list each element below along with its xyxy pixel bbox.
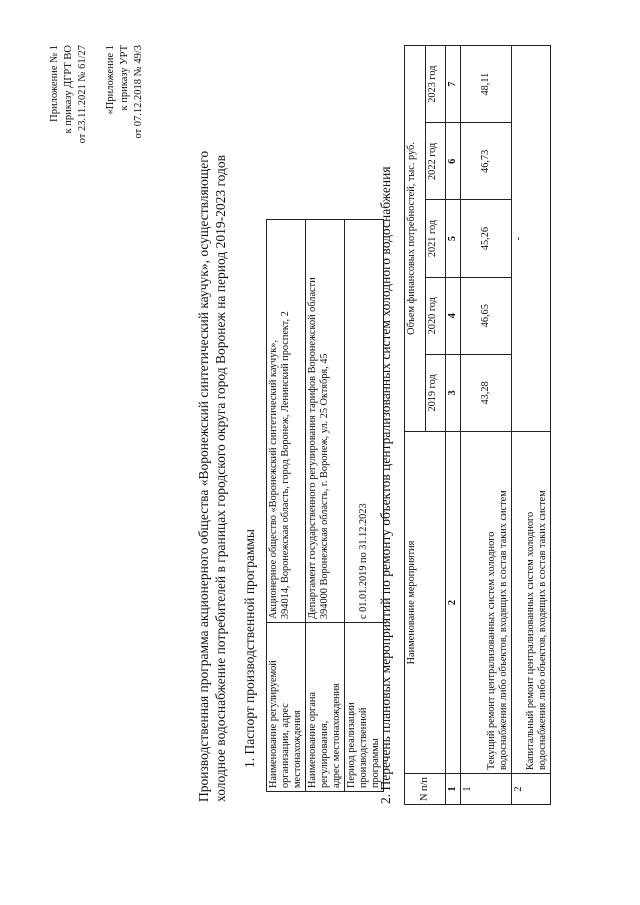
row-value: 48,11 — [461, 46, 512, 123]
row-value: 46,65 — [461, 277, 512, 354]
title-line-2: холодное водоснабжение потребителей в границах городского округа город Воронеж на период 2019-2023 годов — [213, 154, 228, 802]
index-cell: 2 — [446, 432, 461, 774]
passport-label: Наименование регулируемой организации, адрес местонахождения — [267, 623, 306, 792]
appendix-line-2: к приказу ДГРТ ВО — [63, 45, 74, 134]
row-name: Текущий ремонт централизованных систем холодного водоснабжения либо объектов, входящих в состав таких систем — [461, 432, 512, 774]
row-num: 2 — [512, 774, 551, 805]
passport-table — [266, 219, 384, 792]
table-row — [461, 46, 512, 805]
passport-value: Акционерное общество «Воронежский синтетический каучук», 394014, Воронежская область, город Воронеж, Ленинский проспект, 2 — [267, 220, 306, 623]
passport-label: Наименование органа регулирования, адрес местонахождения — [306, 623, 345, 792]
index-cell: 4 — [446, 277, 461, 354]
row-value: 46,73 — [461, 123, 512, 200]
section2-heading: 2. Перечень плановых мероприятий по ремонту объектов централизованных систем холодного водоснабжения — [378, 166, 393, 804]
table-row — [512, 46, 551, 805]
col-volume-header: Объем финансовых потребностей, тыс. руб. — [405, 46, 426, 432]
passport-value: Департамент государственного регулирования тарифов Воронежской области 394000 Воронежская область, г. Воронеж, ул. 25 Октября, 45 — [306, 220, 345, 623]
year-cell: 2021 год — [425, 200, 446, 277]
row-name: Капитальный ремонт централизованных систем холодного водоснабжения либо объектов, входящих в состав таких систем — [512, 432, 551, 774]
passport-label: Период реализации производственной программы — [345, 623, 384, 792]
measures-header-row — [405, 46, 426, 805]
year-cell: 2020 год — [425, 277, 446, 354]
appendix-line-1: Приложение № 1 — [49, 45, 60, 122]
col-num-header: N п/п — [405, 774, 446, 805]
passport-row — [306, 220, 345, 792]
index-cell: 1 — [446, 774, 461, 805]
index-row — [446, 46, 461, 805]
measures-table — [404, 45, 551, 805]
row-num: 1 — [461, 774, 512, 805]
passport-row — [267, 220, 306, 792]
row-dash: - — [512, 46, 551, 432]
year-cell: 2019 год — [425, 354, 446, 431]
index-cell: 3 — [446, 354, 461, 431]
index-cell: 6 — [446, 123, 461, 200]
index-cell: 5 — [446, 200, 461, 277]
row-value: 45,26 — [461, 200, 512, 277]
appendix-line-6: от 07.12.2018 № 49/3 — [133, 45, 144, 139]
appendix-line-4: «Приложение 1 — [105, 45, 116, 115]
col-name-header: Наименование мероприятия — [405, 432, 446, 774]
index-cell: 7 — [446, 46, 461, 123]
title-line-1: Производственная программа акционерного общества «Воронежский синтетический каучук», осуществляющего — [196, 150, 211, 802]
year-cell: 2022 год — [425, 123, 446, 200]
passport-value: с 01.01.2019 по 31.12.2023 — [345, 220, 384, 623]
year-cell: 2023 год — [425, 46, 446, 123]
row-value: 43,28 — [461, 354, 512, 431]
appendix-line-5: к приказу УРТ — [119, 45, 130, 111]
appendix-line-3: от 23.11.2021 № 61/27 — [77, 45, 88, 144]
section1-heading: 1. Паспорт производственной программы — [242, 529, 257, 768]
